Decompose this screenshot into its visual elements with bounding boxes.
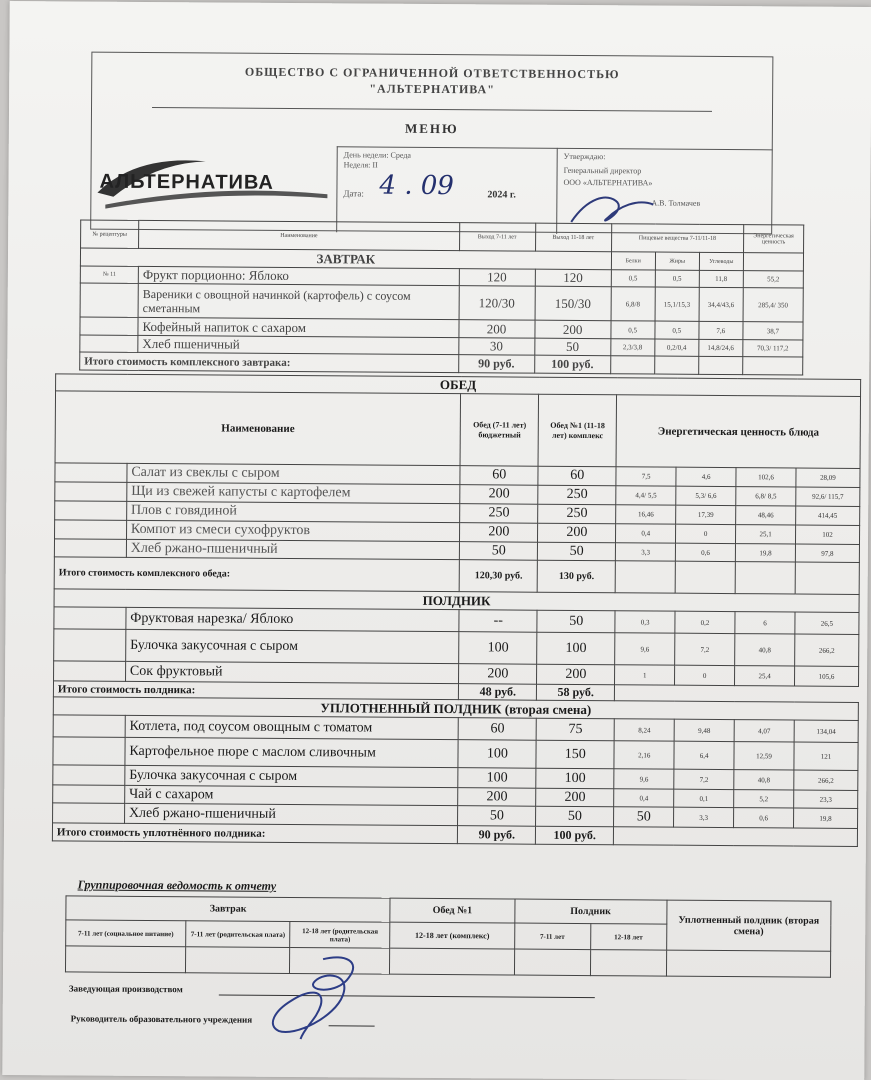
- col-nutrients: Пищевые вещества 7-11/11-18: [611, 224, 743, 253]
- report-table: [65, 895, 832, 977]
- head-production-label: Заведующая производством: [68, 983, 183, 995]
- report-snack: Полдник: [514, 899, 666, 924]
- lunch-col-a: Обед (7-11 лет) бюджетный: [460, 394, 538, 467]
- date-handwritten: 4 . 09: [379, 170, 455, 202]
- report-snack2: Уплотненный полдник (вторая смена): [666, 900, 831, 951]
- report-sub-6: 12-18 лет: [590, 924, 666, 951]
- report-sub-4: 12-18 лет (комплекс): [390, 922, 514, 949]
- snack2-title: УПЛОТНЕННЫЙ ПОЛДНИК (вторая смена): [53, 697, 858, 721]
- approve-line-4: А.В. Толмачев: [651, 198, 701, 208]
- lunch-col-b: Обед №1 (11-18 лет) комплекс: [538, 394, 616, 467]
- day-of-week: День недели: Среда: [343, 150, 412, 160]
- table-row: Щи из свежей капусты с картофелем 200 250 4,4/ 5,5 5,3/ 6,6 6,8/ 8,5 92,6/ 115,7: [55, 482, 860, 507]
- col-name: Наименование: [139, 220, 460, 250]
- report-sub-3: 12-18 лет (родительская плата): [290, 921, 390, 948]
- lunch-energy-header: Энергетическая ценность блюда: [616, 395, 860, 469]
- col-protein: Белки: [611, 252, 655, 270]
- organization-name: [92, 63, 772, 100]
- report-title: Группировочная ведомость к отчету: [77, 877, 277, 893]
- lunch-table: [52, 373, 861, 847]
- snack2-total-row: Итого стоимость уплотнённого полдника: 90 руб. 100 руб.: [52, 823, 857, 847]
- table-row: Картофельное пюре с маслом сливочным 100 150 2,16 6,4 12,59 121: [53, 737, 858, 771]
- breakfast-table: [79, 220, 804, 376]
- report-sub-2: 7-11 лет (родительская плата): [186, 921, 290, 948]
- report-breakfast: Завтрак: [66, 896, 391, 922]
- table-row: Кофейный напиток с сахаром 200 200 0,5 0,5 7,6 38,7: [80, 317, 803, 340]
- snack-total-row: Итого стоимость полдника: 48 руб. 58 руб.: [53, 681, 858, 703]
- table-row: Плов с говядиной 250 250 16,46 17,39 48,46 414,45: [55, 501, 860, 526]
- table-row: Хлеб ржано-пшеничный 50 50 3,3 0,6 19,8 97,8: [54, 539, 859, 563]
- report-lunch: Обед №1: [390, 898, 514, 923]
- table-row: № 11 Фрукт порционно: Яблоко 120 120 0,5 0,5 11,8 55,2: [80, 266, 803, 288]
- table-row: Компот из смеси сухофруктов 200 200 0,4 0 25,1 102: [55, 520, 860, 545]
- lunch-name-header: Наименование: [55, 391, 461, 466]
- date-label: Дата:: [343, 188, 364, 199]
- approve-line-3: ООО «АЛЬТЕРНАТИВА»: [563, 177, 653, 188]
- table-row: Сок фруктовый 200 200 1 0 25,4 105,6: [54, 661, 859, 687]
- col-code: № рецептуры: [81, 220, 139, 248]
- report-sub-5: 7-11 лет: [514, 923, 590, 950]
- col-fat: Жиры: [655, 252, 699, 270]
- table-row: Котлета, под соусом овощным с томатом 60 75 8,24 9,48 4,07 134,04: [53, 715, 858, 743]
- table-row: Хлеб ржано-пшеничный 50 50 50 3,3 0,6 19,8: [53, 803, 858, 829]
- col-carb: Углеводы: [699, 252, 743, 270]
- org-line-2: "АЛЬТЕРНАТИВА": [369, 81, 495, 97]
- report-sub-1: 7-11 лет (социальное питание): [66, 920, 186, 947]
- table-row: Чай с сахаром 200 200 0,4 0,1 5,2 23,3: [53, 785, 858, 809]
- col-out1: Выход 7-11 лет: [459, 223, 535, 252]
- table-row: Хлеб пшеничный 30 50 2,3/3,8 0,2/0,4 14,8/24,6 70,3/ 117,2: [80, 335, 803, 357]
- table-row: Булочка закусочная с сыром 100 100 9,6 7,2 40,8 266,2: [53, 765, 858, 791]
- col-energy: Энергетическая ценность: [743, 225, 803, 253]
- head-school-label: Руководитель образовательного учреждения: [70, 1013, 253, 1025]
- header-box: [90, 52, 773, 235]
- table-row: Салат из свеклы с сыром 60 60 7,5 4,6 102,6 28,09: [55, 463, 860, 488]
- snack-title: ПОЛДНИК: [54, 589, 859, 613]
- table-row: Булочка закусочная с сыром 100 100 9,6 7,2 40,8 266,2: [54, 629, 859, 667]
- lunch-total-row: Итого стоимость комплексного обеда: 120,30 руб. 130 руб.: [54, 557, 859, 595]
- org-line-1: ОБЩЕСТВО С ОГРАНИЧЕННОЙ ОТВЕТСТВЕННОСТЬЮ: [244, 64, 620, 82]
- approve-line-2: Генеральный директор: [563, 165, 642, 176]
- company-logo: [95, 153, 331, 211]
- menu-title: МЕНЮ: [404, 120, 459, 137]
- year: 2024 г.: [487, 189, 516, 201]
- week-number: Неделя: II: [343, 160, 378, 170]
- logo-text: АЛЬТЕРНАТИВА: [99, 170, 274, 194]
- breakfast-total-row: Итого стоимость комплексного завтрака: 90 руб. 100 руб.: [80, 352, 803, 375]
- breakfast-title: ЗАВТРАК: [80, 248, 611, 270]
- col-out2: Выход 11-18 лет: [535, 223, 611, 252]
- approve-line-1: Утверждаю:: [563, 151, 606, 162]
- lunch-title: ОБЕД: [56, 374, 861, 397]
- signature-icon: [264, 951, 365, 1044]
- menu-sheet: [2, 1, 871, 1080]
- table-row: Вареники с овощной начинкой (картофель) с соусом сметанным 120/30 150/30 6,8/8 15,1/15,3 34,4/43,6 285,4/ 350: [80, 283, 803, 322]
- table-row: Фруктовая нарезка/ Яблоко -- 50 0,3 0,2 6 26,5: [54, 607, 859, 635]
